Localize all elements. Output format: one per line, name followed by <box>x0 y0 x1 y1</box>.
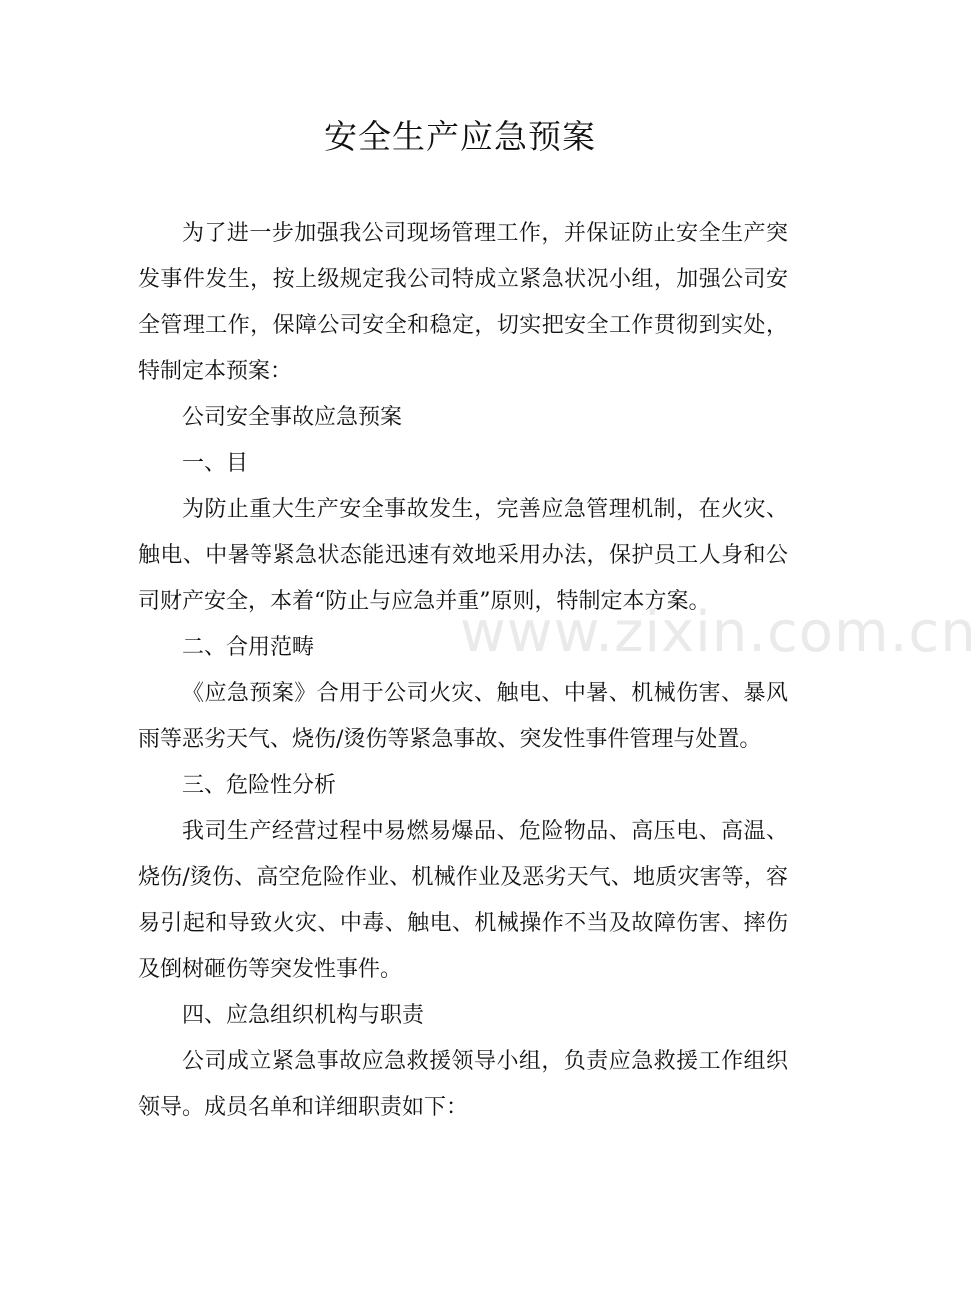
purpose-paragraph: 为防止重大生产安全事故发生，完善应急管理机制，在火灾、触电、中暑等紧急状态能迅速有效地采用办法，保护员工人身和公司财产安全，本着“防止与应急并重”原则，特制定本方案。 <box>138 497 788 614</box>
intro-paragraph: 为了进一步加强我公司现场管理工作，并保证防止安全生产突发事件发生，按上级规定我公司特成立紧急状况小组，加强公司安全管理工作，保障公司安全和稳定，切实把安全工作贯彻到实处，特制定本预案： <box>138 221 788 384</box>
section-heading-scope: 二、合用范畴 <box>182 635 315 660</box>
document-body <box>138 211 788 1131</box>
risk-paragraph: 我司生产经营过程中易燃易爆品、危险物品、高压电、高温、烧伤/烫伤、高空危险作业、机械作业及恶劣天气、地质灾害等，容易引起和导致火灾、中毒、触电、机械操作不当及故障伤害、摔伤及倒树砸伤等突发性事件。 <box>138 819 788 982</box>
section-heading-purpose: 一、目 <box>182 451 249 476</box>
section-heading-organization: 四、应急组织机构与职责 <box>182 1003 425 1028</box>
section-heading-risk: 三、危险性分析 <box>182 773 337 798</box>
scope-paragraph: 《应急预案》合用于公司火灾、触电、中暑、机械伤害、暴风雨等恶劣天气、烧伤/烫伤等紧急事故、突发性事件管理与处置。 <box>138 681 788 752</box>
section-heading-plan: 公司安全事故应急预案 <box>182 405 403 430</box>
document-title: 安全生产应急预案 <box>324 117 596 156</box>
watermark: www.zixin.com.cn <box>460 600 977 665</box>
organization-paragraph: 公司成立紧急事故应急救援领导小组，负责应急救援工作组织领导。成员名单和详细职责如下： <box>138 1049 788 1120</box>
